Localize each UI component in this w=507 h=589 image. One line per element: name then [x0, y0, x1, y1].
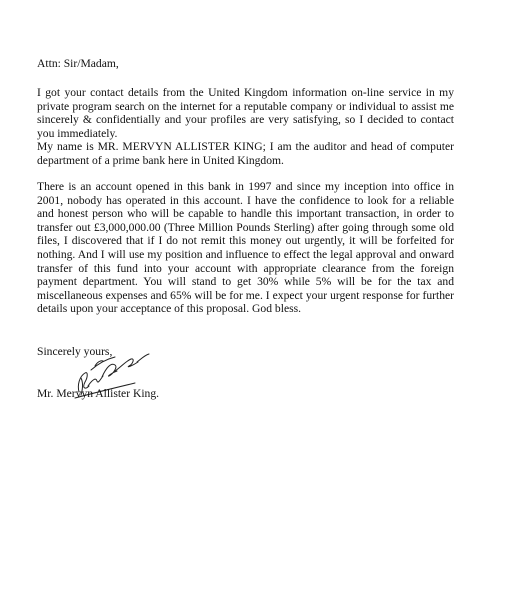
- signer-name: Mr. Mervyn Allister King.: [37, 387, 160, 400]
- paragraph-proposal: There is an account opened in this bank in 1997 and since my inception into office in 2001, nobody has operated in this account. I have the confidence to look for a reliable and honest person who will be capable to handle this important transaction, in order to transfer out £3,000,000.00 (Three Million Pounds Sterling) after going through some old files, I discovered that if I do not remit this money out urgently, it will be forfeited for nothing. And I will use my position and influence to effect the legal approval and onward transfer of this fund into your account with appropriate clearance from the foreign payment department. You will stand to get 30% while 5% will be for the tax and miscellaneous expenses and 65% will be for me. I expect your urgent response for further details upon your acceptance of this proposal. God bless.: [37, 180, 454, 316]
- salutation: Attn: Sir/Madam,: [37, 57, 119, 70]
- paragraph-introduction: My name is MR. MERVYN ALLISTER KING; I am the auditor and head of computer department of a prime bank here in United Kingdom.: [37, 140, 454, 167]
- closing-line: Sincerely yours,: [37, 345, 113, 358]
- paragraph-contact: I got your contact details from the United Kingdom information on-line service in my private program search on the internet for a reputable company or individual to assist me sincerely & confidentially and your profiles are very satisfying, so I decided to contact you immediately.: [37, 86, 454, 140]
